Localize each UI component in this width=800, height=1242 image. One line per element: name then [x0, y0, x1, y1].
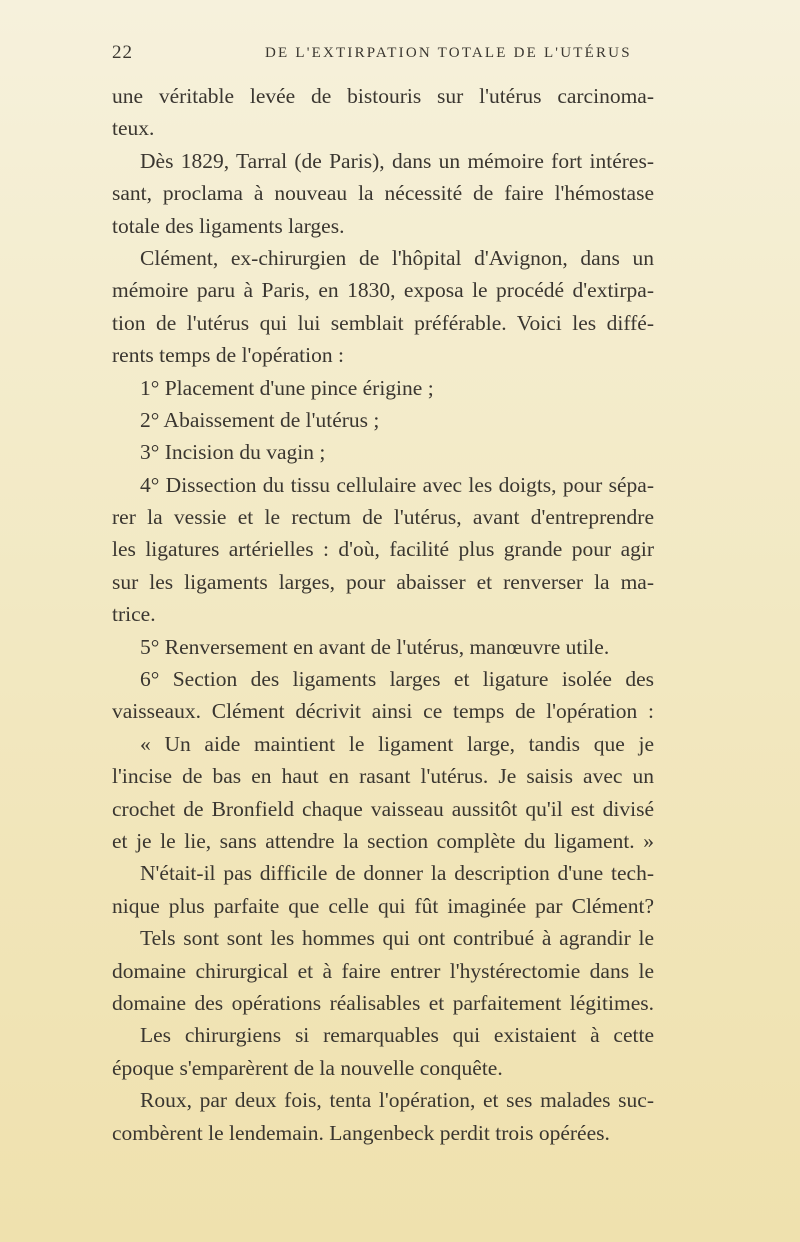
- text-line: vaisseaux. Clément décrivit ainsi ce temps de l'opération :: [112, 699, 654, 724]
- text-line: 6° Section des ligaments larges et ligature isolée des: [140, 667, 654, 692]
- text-line: une véritable levée de bistouris sur l'utérus carcinoma-: [112, 84, 654, 108]
- text-line: 5° Renversement en avant de l'utérus, manœuvre utile.: [140, 634, 610, 659]
- text-line: domaine des opérations réalisables et parfaitement légitimes.: [112, 990, 654, 1015]
- page-number: 22: [112, 42, 133, 63]
- text-line: domaine chirurgical et à faire entrer l'hystérectomie dans le: [112, 958, 654, 983]
- text-line: époque s'emparèrent de la nouvelle conquête.: [112, 1055, 503, 1080]
- text-line: 1° Placement d'une pince érigine ;: [140, 375, 434, 400]
- text-line: Roux, par deux fois, tenta l'opération, et ses malades suc-: [140, 1088, 654, 1113]
- text-line: et je le lie, sans attendre la section complète du ligament. »: [112, 828, 654, 853]
- text-line: « Un aide maintient le ligament large, tandis que je: [140, 731, 654, 756]
- text-line: tion de l'utérus qui lui semblait préférable. Voici les diffé-: [112, 310, 654, 335]
- text-line: sur les ligaments larges, pour abaisser et renverser la ma-: [112, 569, 654, 594]
- running-title: DE L'EXTIRPATION TOTALE DE L'UTÉRUS: [265, 45, 632, 61]
- page-header: [112, 42, 672, 70]
- text-line: 4° Dissection du tissu cellulaire avec les doigts, pour sépa-: [140, 472, 654, 497]
- text-line: sant, proclama à nouveau la nécessité de faire l'hémostase: [112, 181, 654, 206]
- text-line: rer la vessie et le rectum de l'utérus, avant d'entreprendre: [112, 505, 654, 530]
- text-line: nique plus parfaite que celle qui fût imaginée par Clément?: [112, 893, 654, 918]
- text-line: Les chirurgiens si remarquables qui existaient à cette: [140, 1023, 654, 1048]
- text-line: Tels sont sont les hommes qui ont contribué à agrandir le: [140, 926, 654, 951]
- text-line: 2° Abaissement de l'utérus ;: [140, 407, 380, 432]
- text-line: mémoire paru à Paris, en 1830, exposa le procédé d'extirpa-: [112, 278, 654, 303]
- text-line: 3° Incision du vagin ;: [140, 440, 326, 465]
- text-line: teux.: [112, 116, 155, 141]
- text-line: combèrent le lendemain. Langenbeck perdit trois opérées.: [112, 1120, 610, 1145]
- text-line: rents temps de l'opération :: [112, 343, 344, 368]
- text-line: Dès 1829, Tarral (de Paris), dans un mémoire fort intéres-: [140, 148, 654, 173]
- text-line: Clément, ex-chirurgien de l'hôpital d'Avignon, dans un: [140, 245, 654, 270]
- text-line: trice.: [112, 602, 156, 627]
- text-line: l'incise de bas en haut en rasant l'utérus. Je saisis avec un: [112, 764, 654, 789]
- text-line: totale des ligaments larges.: [112, 213, 345, 238]
- text-line: N'était-il pas difficile de donner la description d'une tech-: [140, 861, 654, 886]
- text-line: les ligatures artérielles : d'où, facilité plus grande pour agir: [112, 537, 654, 562]
- text-line: crochet de Bronfield chaque vaisseau aussitôt qu'il est divisé: [112, 796, 654, 821]
- body-text: [112, 80, 654, 1149]
